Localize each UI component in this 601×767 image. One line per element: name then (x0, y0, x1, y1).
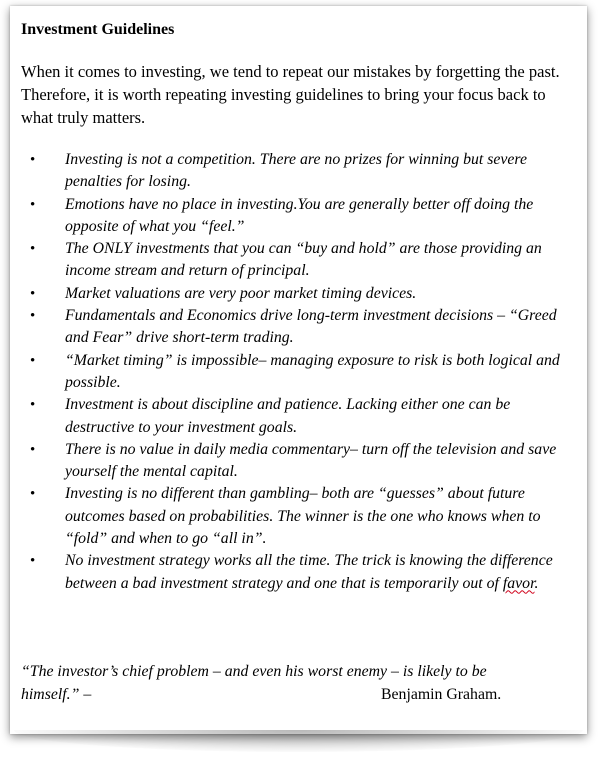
list-item (21, 439, 566, 484)
guideline-text: Investing is no different than gambling– both are “guesses” about future outcomes based on probabilities. The winner is the one who knows when to “fold” and when to go “all in”. (65, 485, 541, 548)
quote-line-1: “The investor’s chief problem – and even his worst enemy – is likely to be (21, 663, 487, 680)
bullet-icon: • (30, 397, 36, 414)
list-item (21, 305, 566, 350)
closing-quote (21, 661, 566, 706)
guideline-text: “Market timing” is impossible– managing exposure to risk is both logical and possible. (65, 351, 560, 391)
list-item (21, 394, 566, 439)
list-item (21, 550, 566, 595)
document-title: Investment Guidelines (21, 21, 175, 38)
spellcheck-flagged-word[interactable]: favor (502, 574, 535, 592)
list-item (21, 238, 566, 283)
guideline-text-end: . (534, 574, 539, 592)
quote-text-end: himself.” – (21, 685, 92, 703)
list-item (21, 283, 566, 305)
guideline-text: Investment is about discipline and patience. Lacking either one can be destructive to your investment goals. (65, 396, 511, 436)
bullet-icon: • (30, 196, 36, 213)
guidelines-list (21, 149, 566, 595)
guideline-text: The ONLY investments that you can “buy and hold” are those providing an income stream and return of principal. (65, 240, 542, 280)
guideline-text: Market valuations are very poor market timing devices. (65, 284, 417, 302)
bullet-icon: • (30, 152, 36, 168)
page-curl-shadow (14, 730, 583, 752)
bullet-icon: • (30, 308, 36, 325)
bullet-icon: • (30, 486, 36, 503)
bullet-icon: • (30, 441, 36, 458)
document-content (21, 20, 566, 703)
guideline-text: There is no value in daily media commentary– turn off the television and save yourself the mental capital. (65, 440, 557, 481)
quote-line-2 (21, 684, 566, 707)
intro-paragraph: When it comes to investing, we tend to repeat our mistakes by forgetting the past. Therefore, it is worth repeating investing guidelines to bring your focus back to what truly matters. (21, 62, 560, 127)
guideline-text: Emotions have no place in investing.You are generally better off doing the opposite of what you “feel.” (65, 195, 534, 235)
list-item (21, 350, 566, 395)
bullet-icon: • (30, 352, 36, 369)
guideline-text-start: No investment strategy works all the time. The trick is knowing the difference between a bad investment strategy and one that is temporarily out of (65, 552, 553, 592)
bullet-icon: • (30, 285, 36, 302)
bullet-icon: • (30, 553, 36, 570)
guideline-text (65, 552, 553, 591)
quote-author: Benjamin Graham. (381, 685, 502, 703)
guideline-text: Investing is not a competition. There are no prizes for winning but severe penalties for losing. (65, 151, 528, 191)
list-item (21, 483, 566, 550)
bullet-icon: • (30, 241, 36, 258)
guideline-text: Fundamentals and Economics drive long-term investment decisions – “Greed and Fear” drive short-term trading. (65, 307, 557, 347)
list-item (21, 149, 566, 194)
list-item (21, 194, 566, 239)
